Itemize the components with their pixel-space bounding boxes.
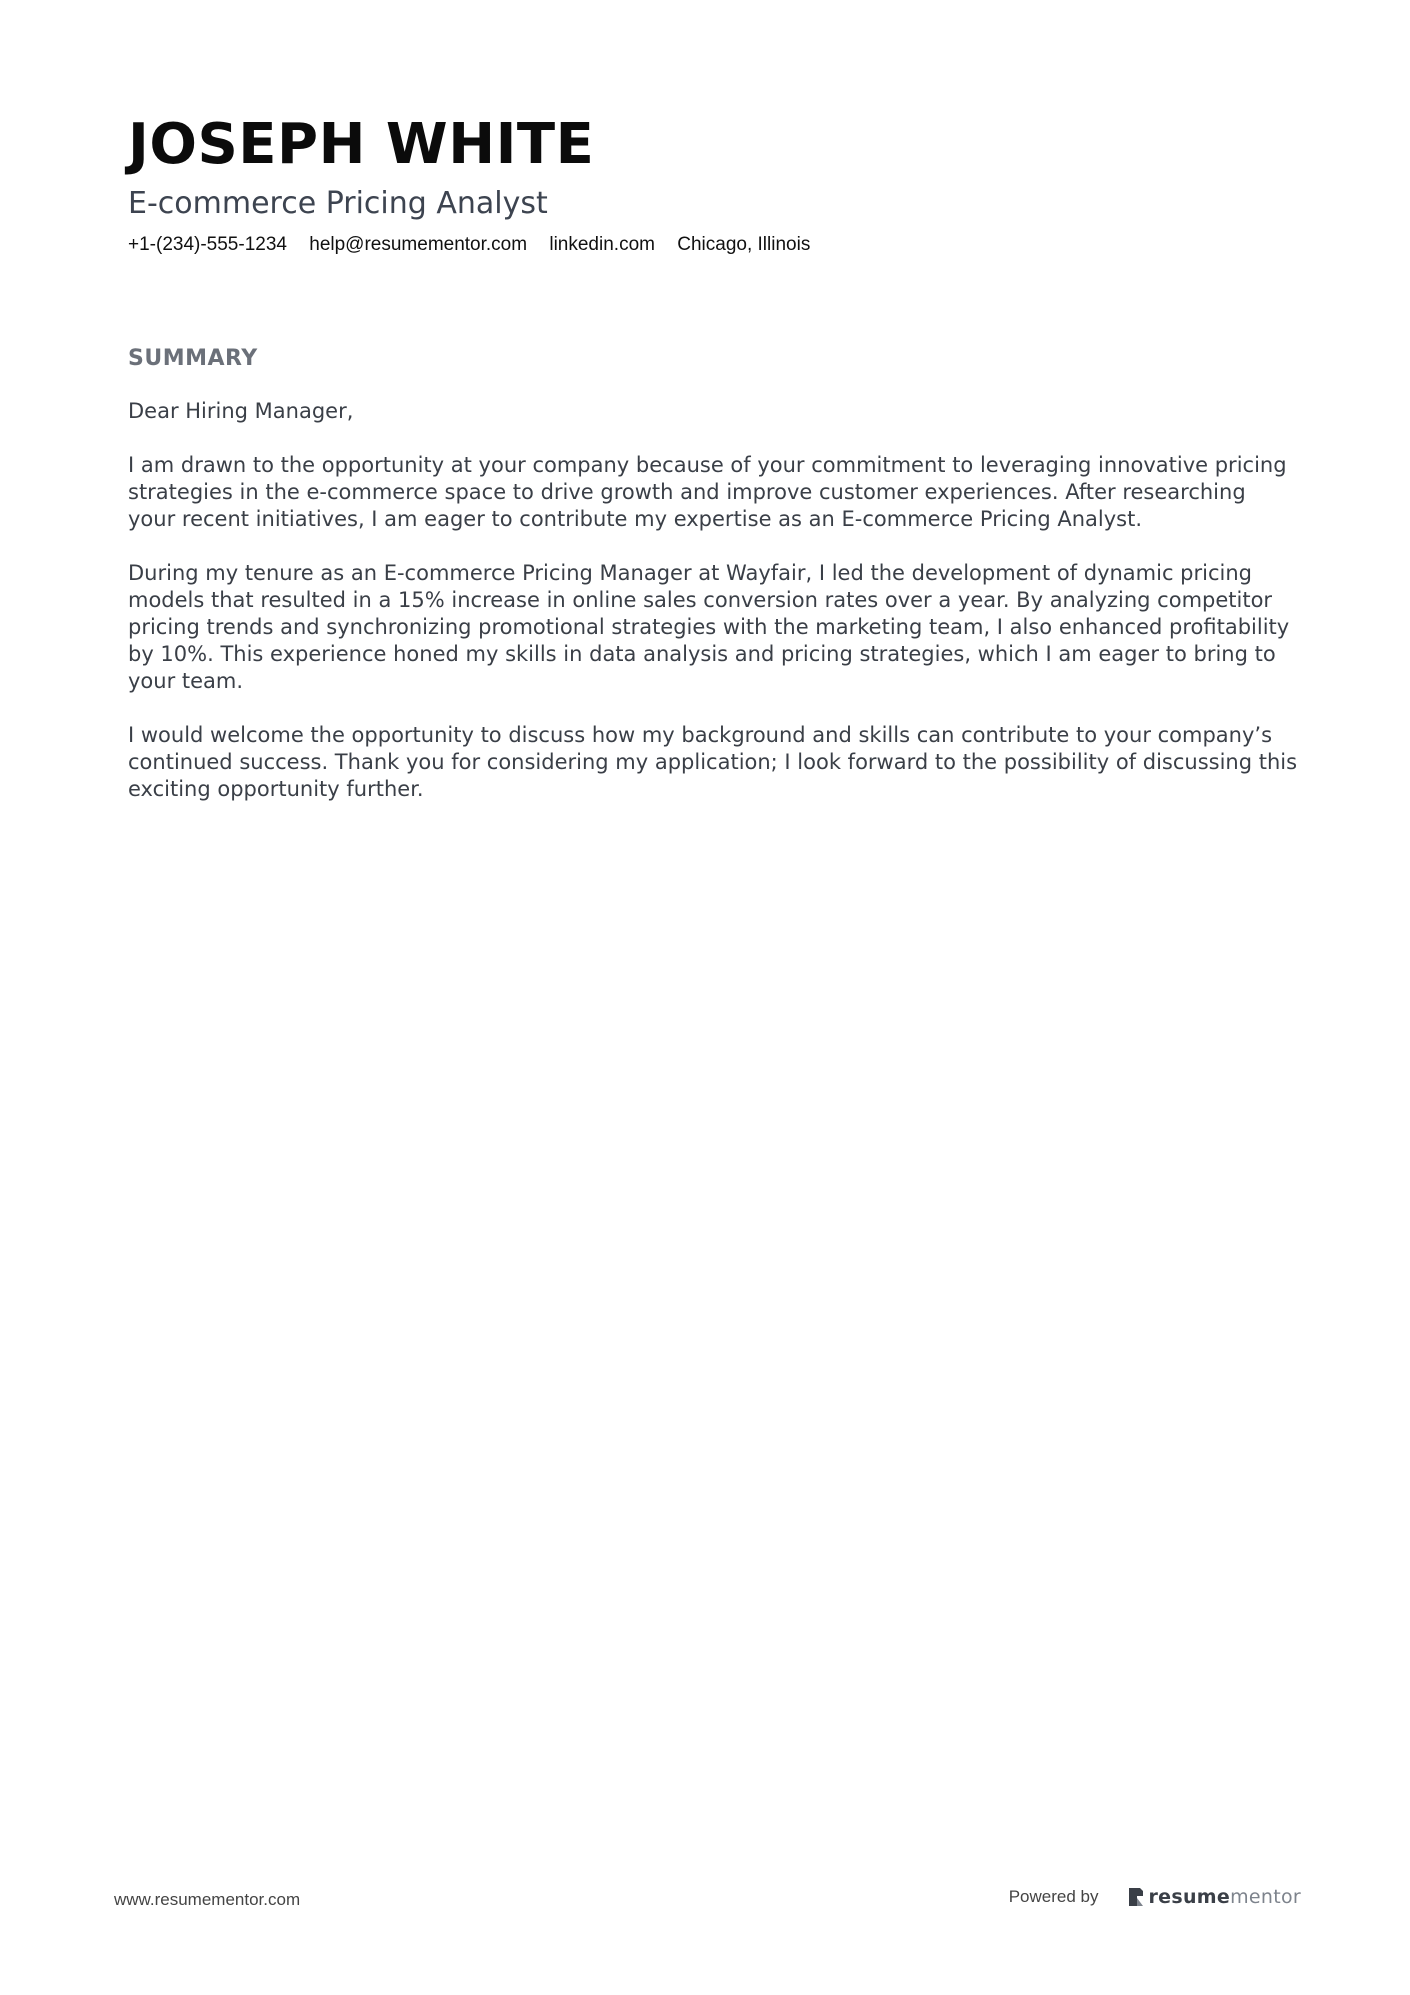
brand-wordmark-bold: resume [1148, 1886, 1231, 1908]
contact-linkedin[interactable]: linkedin.com [549, 234, 655, 255]
letter-greeting: Dear Hiring Manager, [128, 399, 354, 423]
letter-body [128, 398, 1298, 803]
header [128, 110, 1288, 258]
letter-paragraph: I would welcome the opportunity to discuss how my background and skills can contribute to your company’s continued success. Thank you for considering my application; I look forward to the possibility of discussing this exciting opportunity further. [128, 723, 1298, 801]
footer-branding [1009, 1886, 1301, 1908]
powered-by-label: Powered by [1008, 1887, 1099, 1906]
contact-phone[interactable]: +1-(234)-555-1234 [128, 234, 287, 255]
brand-wordmark-light: mentor [1230, 1886, 1301, 1908]
footer-website[interactable]: www.resumementor.com [114, 1890, 301, 1909]
brand-logo[interactable] [1128, 1886, 1301, 1908]
letter-paragraph: During my tenure as an E-commerce Pricing Manager at Wayfair, I led the development of dynamic pricing models that resulted in a 15% increase in online sales conversion rates over a year. By analyzing competitor pricing trends and synchronizing promotional strategies with the marketing team, I also enhanced profitability by 10%. This experience honed my skills in data analysis and pricing strategies, which I am eager to bring to your team. [128, 561, 1290, 693]
job-title: E-commerce Pricing Analyst [128, 186, 548, 221]
summary-section [128, 344, 1298, 830]
contact-location: Chicago, Illinois [677, 234, 811, 255]
contact-info [128, 232, 1288, 258]
candidate-name: JOSEPH WHITE [128, 112, 595, 177]
resumementor-logo-icon [1128, 1887, 1144, 1907]
letter-paragraph: I am drawn to the opportunity at your company because of your commitment to leveraging innovative pricing strategies in the e-commerce space to drive growth and improve customer experiences. After researching your recent initiatives, I am eager to contribute my expertise as an E-commerce Pricing Analyst. [128, 453, 1287, 531]
brand-wordmark [1148, 1886, 1301, 1908]
section-title-summary: SUMMARY [128, 346, 258, 371]
contact-email[interactable]: help@resumementor.com [309, 234, 528, 255]
